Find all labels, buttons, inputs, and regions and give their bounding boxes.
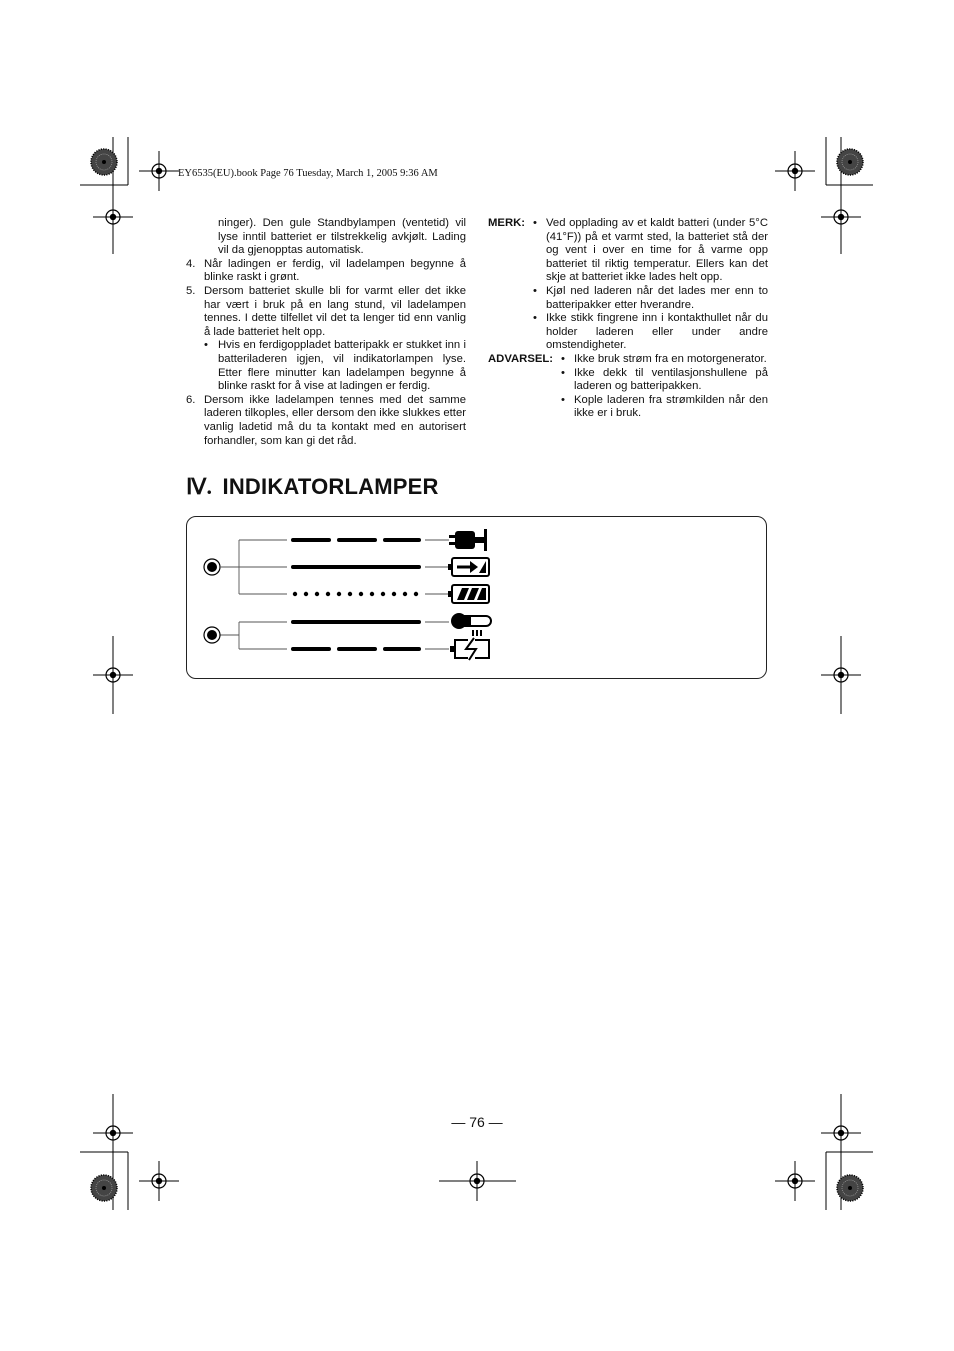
file-info-header: EY6535(EU).book Page 76 Tuesday, March 1, 2005 9:36 AM: [178, 168, 438, 179]
registration-mark-icon: [93, 655, 133, 695]
list-item: [186, 394, 466, 448]
sub-bullet-text: Hvis en ferdigoppladet batteripakk er stukket inn i batteriladeren igjen, vil indikatorlampen lyse. Etter flere minutter kan ladelampen begynne å blinke raskt for å vise at ladingen er ferdig.: [218, 339, 466, 393]
bullet-marker: •: [561, 366, 565, 379]
list-item: [186, 258, 466, 285]
full-battery-icon: [448, 585, 489, 603]
merk-label: MERK:: [488, 217, 526, 229]
section-title: [186, 474, 439, 500]
item-text: Dersom batteriet skulle bli for varmt eller det ikke har vært i bruk på en lang stund, vil ladelampen tennes. I dette tilfellet vil det ta lenger tid enn vanlig å lade batteriet helt opp.: [204, 284, 466, 338]
registration-mark-icon: [775, 1161, 815, 1201]
color-rosette-icon: [837, 149, 863, 175]
item-text: Når ladingen er ferdig, vil ladelampen begynne å blinke raskt i grønt.: [204, 257, 466, 284]
registration-mark-icon: [821, 655, 861, 695]
item-number: 6.: [186, 393, 196, 406]
color-rosette-icon: [837, 1175, 863, 1201]
bullet-marker: •: [533, 284, 537, 297]
advarsel-note: [488, 394, 768, 421]
registration-mark-icon: [93, 197, 133, 237]
bullet-marker: •: [204, 339, 208, 352]
registration-mark-icon: [139, 151, 179, 191]
merk-text: Kjøl ned laderen når det lades mer enn to batteripakker etter hverandre.: [546, 284, 768, 311]
indicator-diagram: [186, 516, 767, 679]
advarsel-note: [488, 353, 768, 367]
bullet-marker: •: [561, 352, 565, 365]
advarsel-label: ADVARSEL:: [488, 352, 554, 365]
registration-mark-icon: [821, 197, 861, 237]
section-heading: INDIKATORLAMPER: [222, 474, 439, 499]
merk-note: [488, 285, 768, 312]
faulty-battery-icon: [450, 638, 489, 660]
blink-pattern-dotted: [293, 592, 418, 596]
list-item: [186, 285, 466, 339]
merk-text: Ikke stikk fingrene inn i kontakthullet når du holder laderen eller under andre omstendigheter.: [546, 312, 768, 352]
merk-note: [488, 217, 768, 285]
plug-icon: [449, 529, 487, 551]
continuation-text: ninger). Den gule Standbylampen (ventetid) vil lyse inntil batteriet er tilstrekkelig avkjølt. Lading vil da gjenopptas automatisk.: [218, 217, 466, 257]
charging-battery-icon: [448, 558, 489, 576]
item-number: 4.: [186, 257, 196, 270]
right-column: [488, 217, 768, 421]
sub-bullet: [186, 339, 466, 393]
thermometer-icon: [451, 613, 491, 636]
standby-lamp-icon: [204, 627, 220, 643]
advarsel-note: [488, 367, 768, 394]
page-number: — 76 —: [451, 1114, 503, 1130]
left-column: [186, 217, 466, 448]
advarsel-text: Ikke bruk strøm fra en motorgenerator.: [574, 352, 767, 365]
merk-text: Ved opplading av et kaldt batteri (under 5°C (41°F)) på et varmt sted, la batteriet stå der og vent i over en time for å varme opp batteriet til riktig temperatur. Ellers kan det skje at batteriet ikke lades helt opp.: [546, 217, 768, 284]
charge-lamp-icon: [204, 559, 220, 575]
color-rosette-icon: [91, 1175, 117, 1201]
registration-mark-icon: [139, 1161, 179, 1201]
bullet-marker: •: [533, 312, 537, 325]
bullet-marker: •: [561, 393, 565, 406]
section-number: Ⅳ.: [186, 474, 213, 499]
merk-note: [488, 312, 768, 353]
advarsel-text: Ikke dekk til ventilasjonshullene på laderen og batteripakken.: [574, 366, 768, 393]
advarsel-text: Kople laderen fra strømkilden når den ikke er i bruk.: [574, 393, 768, 420]
registration-mark-icon: [775, 151, 815, 191]
bullet-marker: •: [533, 217, 537, 229]
item-number: 5.: [186, 284, 196, 297]
item-text: Dersom ikke ladelampen tennes med det samme laderen tilkoples, eller dersom den ikke slukkes etter vanlig ladetid må du ta kontakt med en autorisert forhandler, som kan gi det råd.: [204, 393, 466, 447]
registration-mark-icon: [457, 1161, 497, 1201]
color-rosette-icon: [91, 149, 117, 175]
indicator-diagram-svg: [187, 517, 768, 680]
